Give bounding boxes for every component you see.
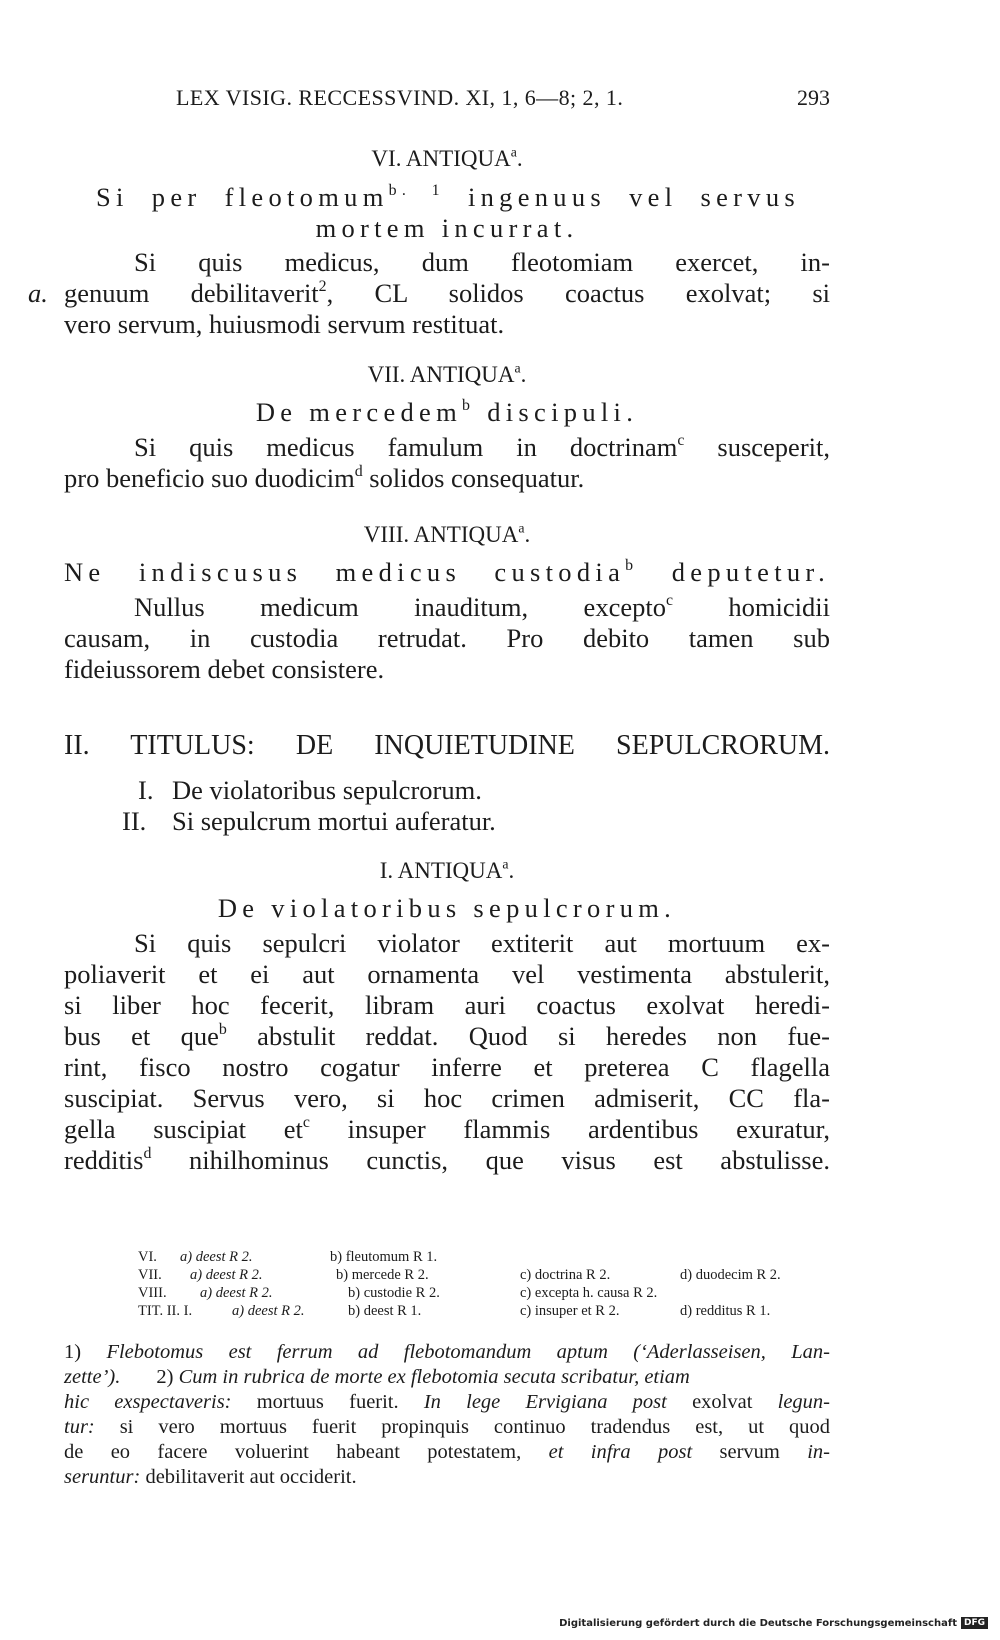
footnote-italic: legun- bbox=[777, 1391, 830, 1413]
footnote-text: si vero mortuus fuerit propinquis continuo tradendus est, ut quod bbox=[94, 1416, 830, 1438]
footnote-line bbox=[64, 1465, 357, 1490]
toc-number: I. bbox=[138, 775, 154, 805]
footnote-ref: c bbox=[302, 1113, 310, 1131]
title-part: deputetur. bbox=[638, 557, 830, 587]
text-part: gella suscipiat et bbox=[64, 1114, 303, 1144]
title-sup: b. 1 bbox=[388, 181, 445, 199]
section-heading bbox=[64, 522, 830, 548]
running-title: LEX VISIG. RECCESSVIND. XI, 1, 6—8; 2, 1. bbox=[176, 85, 624, 110]
apparatus-entry: b) custodie R 2. bbox=[348, 1285, 440, 1301]
heading-sup: a bbox=[510, 144, 517, 160]
footnote-ref: b bbox=[218, 1020, 227, 1038]
heading-text: I. ANTIQUA bbox=[379, 858, 503, 883]
footnote-italic: et infra post bbox=[548, 1441, 693, 1463]
section-title bbox=[64, 397, 830, 428]
text-line bbox=[64, 1145, 830, 1176]
digitization-notice bbox=[559, 1617, 988, 1629]
apparatus-entry: b) mercede R 2. bbox=[336, 1267, 429, 1283]
text-part: nihilhominus cunctis, que visus est abstulisse. bbox=[151, 1145, 830, 1175]
margin-note: a. bbox=[28, 278, 48, 308]
heading-sup: a bbox=[518, 520, 525, 536]
text-line: vero servum, huiusmodi servum restituat. bbox=[64, 309, 505, 339]
heading-text: VIII. ANTIQUA bbox=[363, 522, 519, 547]
title-part: ingenuus vel servus bbox=[444, 182, 801, 212]
text-part: abstulit reddat. Quod si heredes non fue- bbox=[226, 1021, 830, 1051]
apparatus-entry: a) deest R 2. bbox=[200, 1285, 273, 1301]
section-title: De violatoribus sepulcrorum. bbox=[217, 893, 677, 923]
footnote-text: mortuus fuerit. bbox=[231, 1391, 424, 1413]
digitization-text: Digitalisierung gefördert durch die Deutsche Forschungsgemeinschaft bbox=[559, 1618, 957, 1629]
footnote-ref: c bbox=[665, 591, 674, 609]
apparatus-entry: c) excepta h. causa R 2. bbox=[520, 1285, 658, 1301]
page-number: 293 bbox=[797, 85, 830, 110]
footnote-ref: d bbox=[354, 462, 363, 480]
text-part: redditis bbox=[64, 1145, 144, 1175]
apparatus-entry: a) deest R 2. bbox=[180, 1249, 253, 1265]
footnote-ref: c bbox=[677, 431, 685, 449]
apparatus-label: VI. bbox=[138, 1249, 157, 1265]
footnote-text: debilitaverit aut occiderit. bbox=[140, 1466, 357, 1488]
text-part: Si quis medicus famulum in doctrinam bbox=[134, 432, 678, 462]
text-line: rint, fisco nostro cogatur inferre et preterea C flagella bbox=[64, 1052, 830, 1082]
apparatus-entry: d) duodecim R 2. bbox=[680, 1267, 781, 1283]
footnote-italic: In lege Ervigiana post bbox=[423, 1391, 667, 1413]
text-part: genuum debilitaverit bbox=[64, 278, 319, 308]
text-line bbox=[64, 278, 830, 309]
heading-dot: . bbox=[524, 522, 531, 547]
heading-text: VI. ANTIQUA bbox=[371, 146, 511, 171]
apparatus-entry: c) doctrina R 2. bbox=[520, 1267, 611, 1283]
text-line bbox=[134, 592, 830, 623]
footnote-text: exolvat bbox=[666, 1391, 778, 1413]
apparatus-entry: b) deest R 1. bbox=[348, 1303, 422, 1319]
toc-number: II. bbox=[122, 806, 147, 836]
title-sup: b bbox=[462, 396, 476, 414]
apparatus-entry: a) deest R 2. bbox=[190, 1267, 263, 1283]
footnote-italic: Cum in rubrica de morte ex flebotomia secuta scribatur, etiam bbox=[178, 1366, 690, 1388]
heading-dot: . bbox=[508, 858, 515, 883]
text-part: pro beneficio suo duodicim bbox=[64, 463, 355, 493]
text-line: poliaverit et ei aut ornamenta vel vestimenta abstulerit, bbox=[64, 959, 830, 989]
footnote-line bbox=[64, 1440, 830, 1465]
apparatus-entry: c) insuper et R 2. bbox=[520, 1303, 620, 1319]
section-heading bbox=[64, 362, 830, 388]
section-title: mortem incurrat. bbox=[315, 213, 579, 243]
text-part: solidos consequatur. bbox=[362, 463, 585, 493]
footnote-number: 2) bbox=[156, 1366, 174, 1388]
heading-sup: a bbox=[514, 360, 521, 376]
section-heading bbox=[64, 858, 830, 884]
dfg-logo: DFG bbox=[961, 1617, 988, 1629]
toc-entry bbox=[122, 806, 146, 837]
toc-entry bbox=[138, 775, 153, 806]
text-part: insuper flammis ardentibus exuratur, bbox=[309, 1114, 830, 1144]
apparatus-entry: a) deest R 2. bbox=[232, 1303, 305, 1319]
toc-entry: Si sepulcrum mortui auferatur. bbox=[172, 806, 496, 836]
text-line bbox=[134, 432, 830, 463]
text-line bbox=[64, 463, 584, 494]
heading-dot: . bbox=[516, 146, 523, 171]
text-part: bus et que bbox=[64, 1021, 219, 1051]
text-part: homicidii bbox=[673, 592, 831, 622]
apparatus-label: VII. bbox=[138, 1267, 162, 1283]
section-title bbox=[64, 557, 830, 588]
footnote-line bbox=[64, 1390, 830, 1415]
footnote-italic: tur: bbox=[64, 1416, 95, 1438]
text-line bbox=[64, 1114, 830, 1145]
text-part: susceperit, bbox=[684, 432, 830, 462]
footnote-italic: hic exspectaveris: bbox=[64, 1391, 232, 1413]
footnote-line bbox=[64, 1340, 830, 1365]
text-line: fideiussorem debet consistere. bbox=[64, 654, 385, 684]
title-part: Ne indiscusus medicus custodia bbox=[64, 557, 626, 587]
footnote-number: 1) bbox=[64, 1341, 82, 1363]
heading-text: VII. ANTIQUA bbox=[367, 362, 515, 387]
title-part: De mercedem bbox=[255, 397, 463, 427]
apparatus-label: VIII. bbox=[138, 1285, 167, 1301]
text-line bbox=[64, 1021, 830, 1052]
apparatus-entry: b) fleutomum R 1. bbox=[330, 1249, 438, 1265]
text-line: Si quis medicus, dum fleotomiam exercet, in- bbox=[134, 247, 830, 277]
text-part: Nullus medicum inauditum, excepto bbox=[134, 592, 666, 622]
footnote-italic: zette’). bbox=[64, 1366, 121, 1388]
text-line: Si quis sepulcri violator extiterit aut mortuum ex- bbox=[134, 928, 830, 958]
text-line: causam, in custodia retrudat. Pro debito tamen sub bbox=[64, 623, 830, 653]
apparatus-entry: d) redditus R 1. bbox=[680, 1303, 771, 1319]
titulus-heading: II. TITULUS: DE INQUIETUDINE SEPULCRORUM. bbox=[64, 730, 830, 761]
title-sup: b bbox=[625, 556, 639, 574]
text-line: suscipiat. Servus vero, si hoc crimen admiserit, CC fla- bbox=[64, 1083, 830, 1113]
footnote-italic: in- bbox=[807, 1441, 831, 1463]
footnote-text: servum bbox=[692, 1441, 808, 1463]
footnote-italic: Flebotomus est ferrum ad flebotomandum aptum (‘Aderlasseisen, Lan- bbox=[106, 1341, 830, 1363]
text-line: si liber hoc fecerit, libram auri coactus exolvat heredi- bbox=[64, 990, 830, 1020]
heading-dot: . bbox=[520, 362, 527, 387]
footnote-text: de eo facere voluerint habeant potestatem, bbox=[64, 1441, 549, 1463]
title-part: Si per fleotomum bbox=[96, 182, 389, 212]
text-part: , CL solidos coactus exolvat; si bbox=[326, 278, 830, 308]
section-title bbox=[96, 182, 800, 213]
footnote-ref: d bbox=[143, 1144, 152, 1162]
section-heading bbox=[64, 146, 830, 172]
heading-sup: a bbox=[502, 856, 509, 872]
toc-entry: De violatoribus sepulcrorum. bbox=[172, 775, 482, 805]
footnote-line bbox=[64, 1415, 830, 1440]
title-part: discipuli. bbox=[475, 397, 639, 427]
apparatus-label: TIT. II. I. bbox=[138, 1303, 193, 1319]
footnote-ref: 2 bbox=[318, 277, 327, 295]
footnote-italic: seruntur: bbox=[64, 1466, 141, 1488]
footnote-line bbox=[64, 1365, 690, 1390]
